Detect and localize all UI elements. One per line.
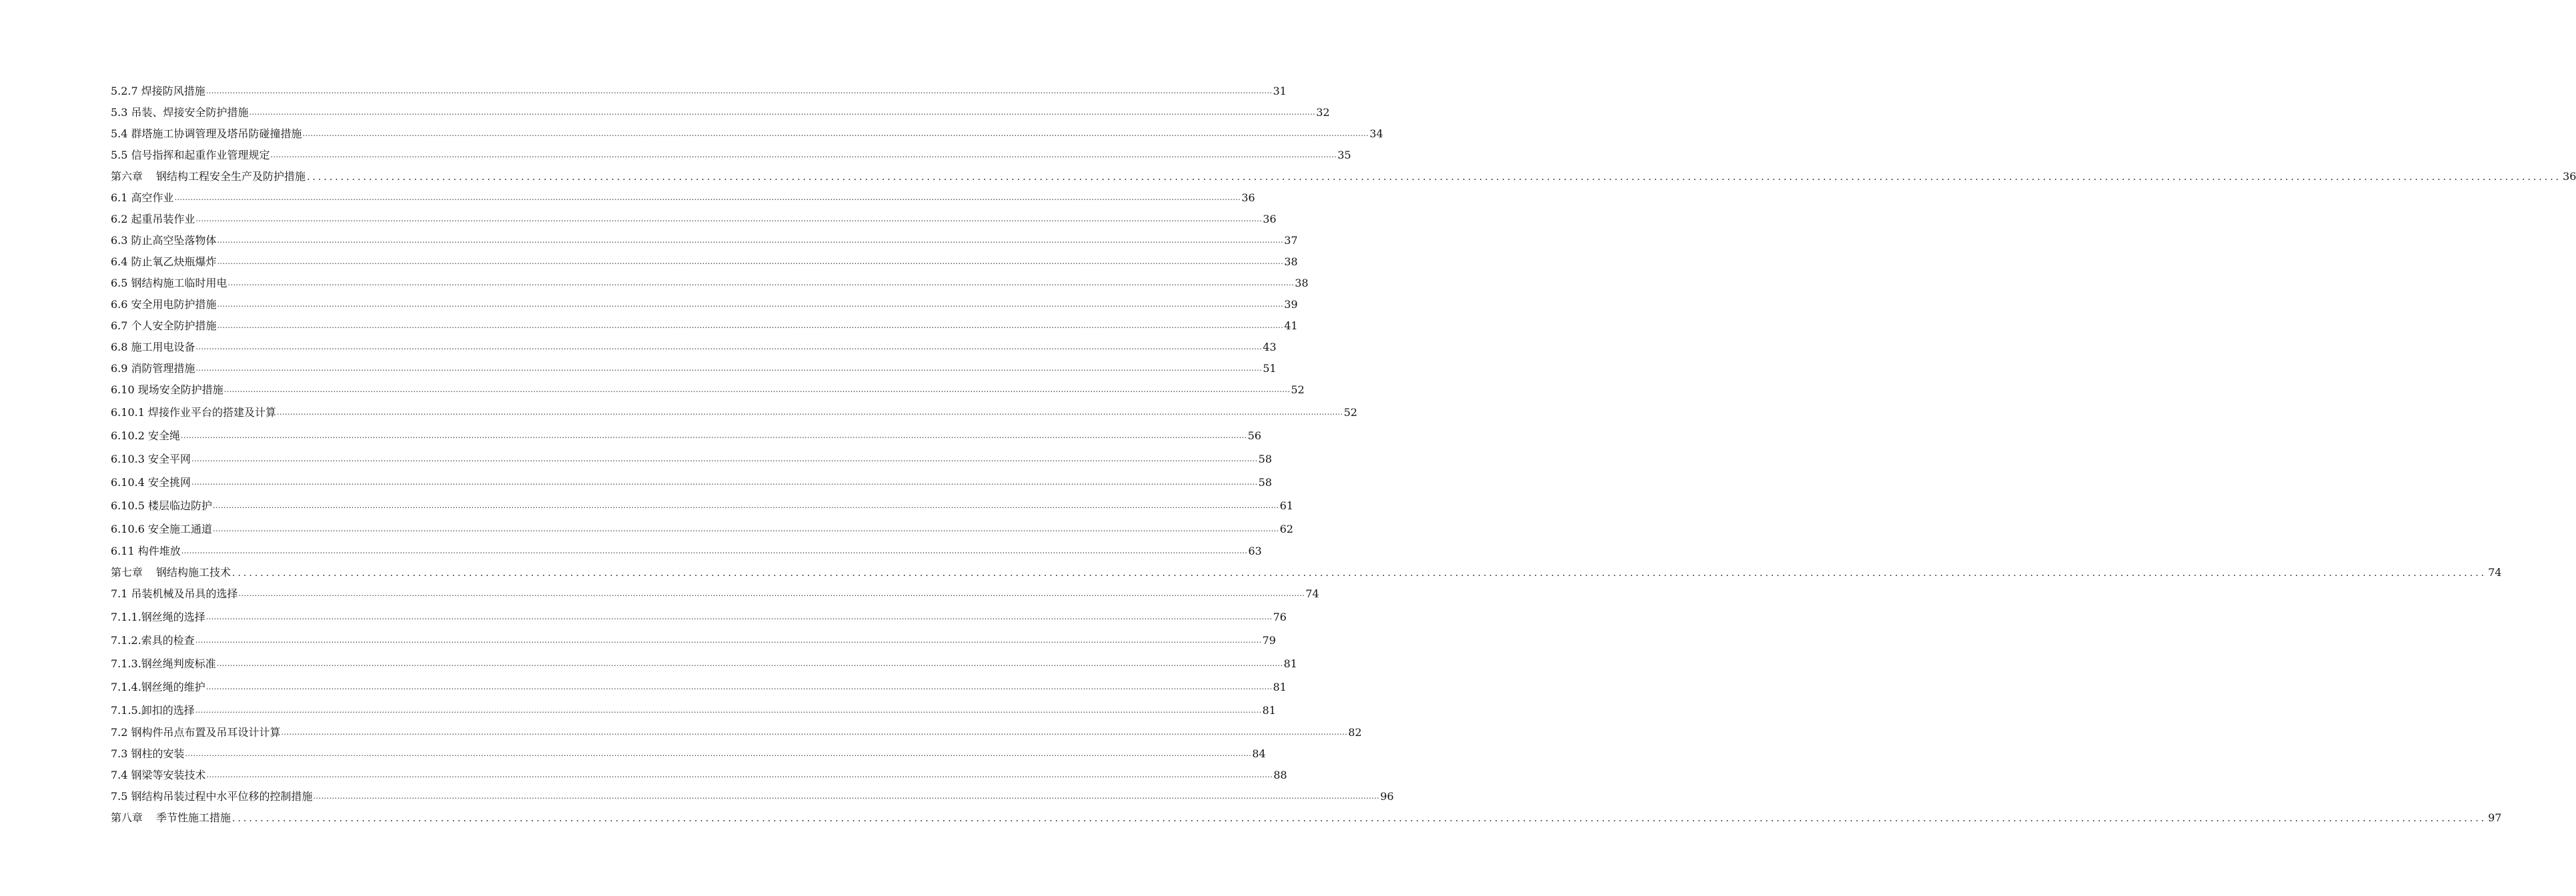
toc-entry-title: 5.4 群塔施工协调管理及塔吊防碰撞措施 — [111, 127, 302, 140]
toc-entry-title: 6.1 高空作业 — [111, 191, 174, 204]
toc-entry-title — [111, 811, 231, 825]
dot-leader: ................................................................................................................................................................................................................................................................................................................................................................................................................ — [174, 193, 1241, 202]
toc-entry-title — [111, 170, 305, 183]
toc-page-number: 36 — [2563, 170, 2576, 183]
toc-page-number: 52 — [1291, 383, 1305, 396]
chapter-title: 钢结构施工技术 — [156, 566, 231, 579]
dot-leader: ................................................................................................................................................................................................................................................................................................................................................................................................................ — [180, 431, 1247, 440]
toc-entry-title: 6.6 安全用电防护措施 — [111, 298, 217, 311]
toc-entry-title: 6.7 个人安全防护措施 — [111, 319, 217, 332]
toc-page-number: 62 — [1279, 523, 1293, 535]
toc-entry-title: 7.1.5.卸扣的选择 — [111, 704, 195, 717]
toc-entry-title: 6.3 防止高空坠落物体 — [111, 234, 217, 247]
dot-leader: ................................................................................................................................................................................................................................................................................................................................................................................................................ — [313, 792, 1380, 801]
toc-entry-title: 6.10.1 焊接作业平台的搭建及计算 — [111, 406, 276, 419]
toc-section-entry[interactable] — [111, 585, 1319, 601]
toc-entry-title: 6.10.2 安全绳 — [111, 429, 180, 442]
chapter-title: 季节性施工措施 — [156, 811, 231, 824]
dot-leader: ................................................................................................................................................................................................................................................................................................................................................................................................................ — [217, 236, 1284, 245]
toc-section-entry[interactable] — [111, 723, 1362, 739]
toc-entry-title: 6.4 防止氧乙炔瓶爆炸 — [111, 255, 217, 268]
toc-page-number: 81 — [1262, 704, 1276, 717]
toc-entry-title: 6.11 构件堆放 — [111, 545, 181, 557]
toc-entry-title: 6.10.4 安全挑网 — [111, 476, 191, 489]
toc-section-entry[interactable] — [111, 520, 1293, 536]
toc-section-entry[interactable] — [111, 231, 1298, 247]
toc-entry-title: 7.3 钢柱的安装 — [111, 747, 185, 760]
dot-leader: ................................................................................................................................................................................................................................................................................................................................................................................................................ — [195, 364, 1263, 373]
dot-leader: ................................................................................................................................................................................................................................................................................................................................................................................................................ — [307, 172, 2562, 183]
toc-section-entry[interactable] — [111, 317, 1298, 333]
chapter-number: 第八章 — [111, 811, 143, 824]
toc-section-entry[interactable] — [111, 542, 1262, 558]
dot-leader: ................................................................................................................................................................................................................................................................................................................................................................................................................ — [217, 257, 1284, 266]
toc-page-number: 84 — [1252, 747, 1266, 760]
toc-entry-title: 6.5 钢结构施工临时用电 — [111, 277, 227, 289]
toc-page-number: 35 — [1337, 149, 1351, 161]
dot-leader: ................................................................................................................................................................................................................................................................................................................................................................................................................ — [249, 108, 1316, 117]
toc-entry-title: 5.3 吊装、焊接安全防护措施 — [111, 106, 249, 119]
toc-entry-title: 7.2 钢构件吊点布置及吊耳设计计算 — [111, 726, 281, 739]
dot-leader: ................................................................................................................................................................................................................................................................................................................................................................................................................ — [281, 728, 1348, 737]
dot-leader: ................................................................................................................................................................................................................................................................................................................................................................................................................ — [195, 343, 1263, 351]
toc-chapter-entry[interactable] — [111, 563, 2502, 579]
dot-leader: ................................................................................................................................................................................................................................................................................................................................................................................................................ — [217, 321, 1284, 330]
toc-page-number: 36 — [1263, 213, 1277, 225]
toc-entry-title: 6.2 起重吊装作业 — [111, 213, 195, 225]
toc-page-number: 37 — [1284, 234, 1298, 247]
toc-entry-title: 7.1.2.索具的检查 — [111, 634, 195, 647]
dot-leader: ................................................................................................................................................................................................................................................................................................................................................................................................................ — [195, 215, 1263, 223]
toc-page-number: 32 — [1316, 106, 1330, 119]
dot-leader: ................................................................................................................................................................................................................................................................................................................................................................................................................ — [191, 478, 1258, 487]
dot-leader: ................................................................................................................................................................................................................................................................................................................................................................................................................ — [276, 408, 1343, 417]
toc-page-number: 39 — [1284, 298, 1298, 311]
toc-entry-title: 5.2.7 焊接防风措施 — [111, 85, 205, 97]
toc-section-entry[interactable] — [111, 210, 1277, 226]
toc-entry-title: 7.1.1.钢丝绳的选择 — [111, 611, 205, 623]
toc-section-entry[interactable] — [111, 403, 1357, 419]
toc-section-entry[interactable] — [111, 608, 1287, 624]
toc-entry-title: 6.8 施工用电设备 — [111, 341, 195, 353]
toc-page-number: 79 — [1262, 634, 1276, 647]
toc-section-entry[interactable] — [111, 146, 1351, 162]
toc-entry-title: 7.1 吊装机械及吊具的选择 — [111, 587, 238, 600]
dot-leader: ................................................................................................................................................................................................................................................................................................................................................................................................................ — [185, 749, 1252, 758]
toc-chapter-entry[interactable] — [111, 167, 2576, 183]
dot-leader: ................................................................................................................................................................................................................................................................................................................................................................................................................ — [217, 300, 1284, 309]
dot-leader: ................................................................................................................................................................................................................................................................................................................................................................................................................ — [195, 636, 1262, 645]
toc-section-entry[interactable] — [111, 473, 1272, 489]
toc-entry-title: 7.5 钢结构吊装过程中水平位移的控制措施 — [111, 790, 313, 803]
toc-page-number: 76 — [1273, 611, 1287, 623]
dot-leader: ................................................................................................................................................................................................................................................................................................................................................................................................................ — [302, 129, 1369, 138]
toc-section-entry[interactable] — [111, 274, 1309, 290]
toc-entry-title: 7.4 钢梁等安装技术 — [111, 769, 206, 781]
toc-page-number: 38 — [1295, 277, 1309, 289]
toc-section-entry[interactable] — [111, 359, 1277, 375]
dot-leader: ................................................................................................................................................................................................................................................................................................................................................................................................................ — [270, 151, 1337, 159]
chapter-title: 钢结构工程安全生产及防护措施 — [156, 170, 306, 183]
toc-section-entry[interactable] — [111, 497, 1293, 513]
toc-page-number: 38 — [1284, 255, 1298, 268]
toc-page-number: 34 — [1369, 127, 1383, 140]
dot-leader: ................................................................................................................................................................................................................................................................................................................................................................................................................ — [232, 813, 2487, 824]
dot-leader: ................................................................................................................................................................................................................................................................................................................................................................................................................ — [232, 568, 2487, 579]
toc-page-number: 82 — [1348, 726, 1362, 739]
toc-page-number: 74 — [1305, 587, 1319, 600]
toc-entry-title: 5.5 信号指挥和起重作业管理规定 — [111, 149, 270, 161]
toc-page-number: 63 — [1248, 545, 1262, 557]
dot-leader: ................................................................................................................................................................................................................................................................................................................................................................................................................ — [212, 501, 1279, 510]
toc-section-entry[interactable] — [111, 295, 1298, 311]
toc-section-entry[interactable] — [111, 631, 1276, 647]
toc-section-entry[interactable] — [111, 125, 1383, 141]
dot-leader: ................................................................................................................................................................................................................................................................................................................................................................................................................ — [238, 589, 1305, 598]
toc-section-entry[interactable] — [111, 766, 1287, 782]
chapter-number: 第七章 — [111, 566, 143, 579]
dot-leader: ................................................................................................................................................................................................................................................................................................................................................................................................................ — [205, 87, 1273, 95]
toc-page-number: 88 — [1273, 769, 1287, 781]
toc-page-number: 36 — [1241, 191, 1255, 204]
toc-page-number: 58 — [1258, 476, 1272, 489]
chapter-number: 第六章 — [111, 170, 143, 183]
toc-page-number: 58 — [1258, 453, 1272, 465]
dot-leader: ................................................................................................................................................................................................................................................................................................................................................................................................................ — [223, 385, 1291, 394]
dot-leader: ................................................................................................................................................................................................................................................................................................................................................................................................................ — [227, 279, 1295, 287]
dot-leader: ................................................................................................................................................................................................................................................................................................................................................................................................................ — [216, 659, 1283, 668]
toc-section-entry[interactable] — [111, 338, 1277, 354]
toc-section-entry[interactable] — [111, 450, 1272, 466]
toc-section-entry[interactable] — [111, 103, 1330, 119]
dot-leader: ................................................................................................................................................................................................................................................................................................................................................................................................................ — [206, 771, 1273, 779]
toc-section-entry[interactable] — [111, 787, 1394, 803]
toc-entry-title: 6.10.6 安全施工通道 — [111, 523, 212, 535]
toc-entry-title — [111, 566, 231, 579]
dot-leader: ................................................................................................................................................................................................................................................................................................................................................................................................................ — [212, 525, 1279, 533]
dot-leader: ................................................................................................................................................................................................................................................................................................................................................................................................................ — [205, 613, 1273, 621]
toc-page-number: 96 — [1380, 790, 1394, 803]
toc-section-entry[interactable] — [111, 427, 1261, 443]
dot-leader: ................................................................................................................................................................................................................................................................................................................................................................................................................ — [205, 683, 1273, 691]
dot-leader: ................................................................................................................................................................................................................................................................................................................................................................................................................ — [191, 455, 1258, 463]
toc-section-entry[interactable] — [111, 678, 1287, 694]
toc-page-number: 52 — [1343, 406, 1357, 419]
toc-section-entry[interactable] — [111, 701, 1276, 717]
toc-section-entry[interactable] — [111, 745, 1266, 761]
toc-section-entry[interactable] — [111, 189, 1255, 205]
toc-page-number: 51 — [1263, 362, 1277, 375]
toc-entry-title: 7.1.3.钢丝绳判废标准 — [111, 657, 216, 670]
toc-entry-title: 6.10.3 安全平网 — [111, 453, 191, 465]
toc-section-entry[interactable] — [111, 82, 1287, 98]
dot-leader: ................................................................................................................................................................................................................................................................................................................................................................................................................ — [195, 706, 1262, 715]
toc-page-number: 81 — [1273, 681, 1287, 693]
toc-entry-title: 7.1.4.钢丝绳的维护 — [111, 681, 205, 693]
toc-page-number: 74 — [2488, 566, 2502, 579]
toc-entry-title: 6.10.5 楼层临边防护 — [111, 499, 212, 512]
toc-page-number: 81 — [1283, 657, 1297, 670]
toc-page-number: 97 — [2488, 811, 2502, 824]
toc-entry-title: 6.9 消防管理措施 — [111, 362, 195, 375]
toc-page-number: 61 — [1279, 499, 1293, 512]
toc-page-number: 31 — [1273, 85, 1287, 97]
toc-page-number: 56 — [1247, 429, 1261, 442]
toc-chapter-entry[interactable] — [111, 809, 2502, 825]
toc-section-entry[interactable] — [111, 253, 1298, 269]
dot-leader: ................................................................................................................................................................................................................................................................................................................................................................................................................ — [181, 547, 1248, 555]
toc-page-number: 41 — [1284, 319, 1298, 332]
toc-entry-title: 6.10 现场安全防护措施 — [111, 383, 223, 396]
toc-section-entry[interactable] — [111, 655, 1297, 671]
toc-page-number: 43 — [1263, 341, 1277, 353]
toc-section-entry[interactable] — [111, 381, 1305, 397]
